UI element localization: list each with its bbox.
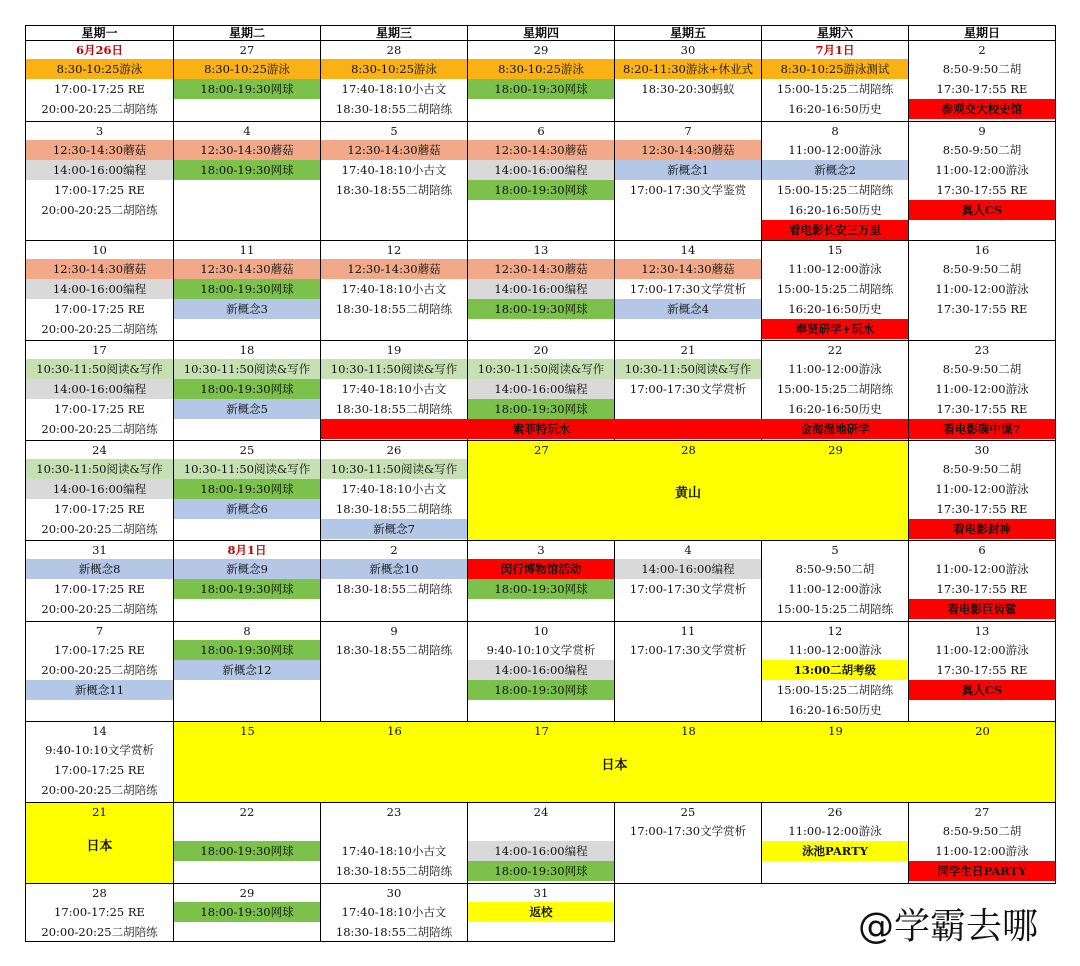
schedule-item: 新概念7 <box>321 519 467 539</box>
schedule-item: 17:30-17:55 RE <box>936 183 1028 197</box>
schedule-item: 18:30-18:55二胡陪练 <box>335 502 453 516</box>
schedule-item: 20:00-20:25二胡陪练 <box>41 322 158 336</box>
schedule-item: 17:00-17:25 RE <box>54 183 145 197</box>
schedule-item: 17:40-18:10小古文 <box>341 844 447 858</box>
schedule-item: 16:20-16:50历史 <box>788 102 882 116</box>
schedule-item: 10:30-11:50阅读&写作 <box>321 459 467 479</box>
schedule-item: 17:30-17:55 RE <box>936 82 1028 96</box>
schedule-item: 8:50-9:50二胡 <box>942 462 1022 476</box>
day-number: 13 <box>974 624 990 638</box>
day-number: 17 <box>92 343 107 357</box>
day-number: 31 <box>533 886 549 900</box>
schedule-item: 17:00-17:30文学赏析 <box>629 824 747 838</box>
schedule-item: 18:00-19:30网球 <box>174 479 320 499</box>
schedule-item: 18:30-18:55二胡陪练 <box>335 183 453 197</box>
day-number: 15 <box>240 724 255 738</box>
schedule-item: 14:00-16:00编程 <box>26 379 173 399</box>
special-event: 返校 <box>468 902 614 922</box>
day-number: 12 <box>386 243 402 257</box>
schedule-item: 18:30-18:55二胡陪练 <box>335 402 453 416</box>
schedule-item: 11:00-12:00游泳 <box>788 262 882 276</box>
schedule-item: 新概念9 <box>174 559 320 579</box>
day-number: 9 <box>978 124 986 138</box>
special-event: 真人CS <box>909 200 1055 220</box>
day-cell[interactable] <box>320 621 468 722</box>
schedule-item: 17:40-18:10小古文 <box>341 82 447 96</box>
schedule-item: 16:20-16:50历史 <box>788 703 882 717</box>
schedule-item: 14:00-16:00编程 <box>468 841 614 861</box>
schedule-item: 17:00-17:25 RE <box>54 82 145 96</box>
special-event: 金海湿地研学 <box>762 419 908 439</box>
special-event: 泳池PARTY <box>762 841 908 861</box>
schedule-item <box>468 821 614 841</box>
day-number: 8月1日 <box>227 543 267 557</box>
event-label: 黄山 <box>674 486 701 501</box>
schedule-item: 8:50-9:50二胡 <box>942 143 1022 157</box>
day-number: 11 <box>239 243 255 257</box>
day-number: 10 <box>533 624 549 638</box>
day-cell[interactable] <box>173 621 321 722</box>
day-cell[interactable] <box>320 240 468 341</box>
day-number: 12 <box>827 624 843 638</box>
multi-day-event-bar[interactable]: 索菲特玩水 <box>321 419 762 439</box>
day-cell[interactable] <box>761 40 909 122</box>
schedule-item: 18:00-19:30网球 <box>174 841 320 861</box>
day-number: 20 <box>533 343 549 357</box>
special-event: 看电影封神 <box>909 519 1055 539</box>
day-number: 7 <box>95 624 104 638</box>
day-cell[interactable] <box>25 540 174 622</box>
weekday-header: 星期五 <box>614 25 762 41</box>
schedule-item: 18:30-18:55二胡陪练 <box>335 925 453 939</box>
schedule-item: 11:00-12:00游泳 <box>788 824 882 838</box>
day-cell[interactable] <box>25 721 174 803</box>
day-cell[interactable] <box>25 802 174 884</box>
day-cell[interactable] <box>173 802 321 884</box>
schedule-item: 18:00-19:30网球 <box>174 640 320 660</box>
day-cell[interactable] <box>908 440 1056 541</box>
special-event: 13:00二胡考级 <box>762 660 908 680</box>
schedule-item: 15:00-15:25二胡陪练 <box>776 602 894 616</box>
day-cell[interactable] <box>614 40 762 122</box>
schedule-item: 18:00-19:30网球 <box>174 902 320 922</box>
day-cell[interactable] <box>614 240 762 341</box>
schedule-item: 17:00-17:25 RE <box>54 302 145 316</box>
day-cell[interactable] <box>614 121 762 241</box>
day-cell[interactable] <box>173 240 321 341</box>
schedule-item: 20:00-20:25二胡陪练 <box>41 925 158 939</box>
schedule-item: 新概念5 <box>174 399 320 419</box>
schedule-item: 17:30-17:55 RE <box>936 402 1028 416</box>
schedule-item: 17:30-17:55 RE <box>936 582 1028 596</box>
schedule-item: 11:00-12:00游泳 <box>935 382 1029 396</box>
schedule-item: 20:00-20:25二胡陪练 <box>41 783 158 797</box>
day-number: 13 <box>533 243 549 257</box>
schedule-item: 18:30-18:55二胡陪练 <box>335 582 453 596</box>
day-number: 8 <box>243 624 251 638</box>
schedule-item: 11:00-12:00游泳 <box>788 362 882 376</box>
day-number: 10 <box>92 243 107 257</box>
schedule-item: 11:00-12:00游泳 <box>788 643 882 657</box>
day-number: 24 <box>92 443 107 457</box>
schedule-item: 17:30-17:55 RE <box>936 302 1028 316</box>
schedule-item: 20:00-20:25二胡陪练 <box>41 102 158 116</box>
schedule-item: 10:30-11:50阅读&写作 <box>321 359 467 379</box>
special-event: 看电影长安三万里 <box>762 220 908 240</box>
special-event: 同学生日PARTY <box>909 861 1055 881</box>
schedule-item: 17:00-17:25 RE <box>54 402 145 416</box>
day-cell[interactable] <box>761 540 909 622</box>
schedule-item: 18:30-18:55二胡陪练 <box>335 864 453 878</box>
schedule-item: 12:30-14:30蘑菇 <box>468 259 614 279</box>
day-number: 29 <box>533 43 549 57</box>
day-cell[interactable] <box>761 621 909 722</box>
schedule-item: 新概念10 <box>321 559 467 579</box>
day-number: 4 <box>243 124 251 138</box>
day-number: 15 <box>827 243 843 257</box>
day-cell[interactable] <box>761 240 909 341</box>
schedule-item: 18:00-19:30网球 <box>468 180 614 200</box>
schedule-item: 8:30-10:25游泳测试 <box>762 59 908 79</box>
day-cell[interactable] <box>173 540 321 622</box>
day-number: 29 <box>239 886 255 900</box>
schedule-item: 20:00-20:25二胡陪练 <box>41 203 158 217</box>
day-number: 6 <box>978 543 986 557</box>
day-number: 22 <box>827 343 843 357</box>
schedule-item: 18:00-19:30网球 <box>174 579 320 599</box>
schedule-item: 12:30-14:30蘑菇 <box>174 259 320 279</box>
schedule-item: 8:50-9:50二胡 <box>942 824 1022 838</box>
day-cell[interactable] <box>25 240 174 341</box>
multi-day-event[interactable] <box>173 721 1056 803</box>
schedule-item: 12:30-14:30蘑菇 <box>321 140 467 160</box>
schedule-item: 18:00-19:30网球 <box>468 680 614 700</box>
day-cell[interactable] <box>908 340 1056 441</box>
schedule-item: 11:00-12:00游泳 <box>935 282 1029 296</box>
schedule-item <box>321 821 467 841</box>
day-cell[interactable] <box>467 40 615 122</box>
day-cell[interactable] <box>173 440 321 541</box>
schedule-item: 18:30-18:55二胡陪练 <box>335 643 453 657</box>
day-number: 31 <box>92 543 107 557</box>
schedule-item: 新概念4 <box>615 299 761 319</box>
schedule-item: 17:40-18:10小古文 <box>341 382 447 396</box>
day-number: 18 <box>239 343 255 357</box>
schedule-item: 18:00-19:30网球 <box>468 579 614 599</box>
day-cell[interactable] <box>908 802 1056 884</box>
schedule-item: 11:00-12:00游泳 <box>935 163 1029 177</box>
day-number: 29 <box>828 443 843 457</box>
day-cell[interactable] <box>25 40 174 122</box>
day-cell[interactable] <box>467 121 615 241</box>
schedule-item: 8:50-9:50二胡 <box>795 562 875 576</box>
day-cell[interactable] <box>761 121 909 241</box>
schedule-item: 17:00-17:25 RE <box>54 502 145 516</box>
day-number: 19 <box>386 343 402 357</box>
day-number: 2 <box>390 543 398 557</box>
schedule-item: 11:00-12:00游泳 <box>788 143 882 157</box>
schedule-item: 17:00-17:30文学赏析 <box>629 382 747 396</box>
event-label: 日本 <box>86 838 113 854</box>
day-number: 27 <box>974 805 990 819</box>
schedule-item: 12:30-14:30蘑菇 <box>26 259 173 279</box>
schedule-item: 18:00-19:30网球 <box>174 379 320 399</box>
schedule-item: 10:30-11:50阅读&写作 <box>174 459 320 479</box>
schedule-item: 17:30-17:55 RE <box>936 663 1028 677</box>
schedule-item: 17:00-17:30文学赏析 <box>629 643 747 657</box>
schedule-item: 18:30-18:55二胡陪练 <box>335 102 453 116</box>
schedule-item: 15:00-15:25二胡陪练 <box>776 382 894 396</box>
day-cell[interactable] <box>173 883 321 942</box>
schedule-item: 17:40-18:10小古文 <box>341 482 447 496</box>
day-number: 28 <box>681 443 696 457</box>
calendar <box>26 25 1056 939</box>
day-number: 30 <box>386 886 402 900</box>
schedule-item: 18:00-19:30网球 <box>174 160 320 180</box>
day-number: 7 <box>684 124 692 138</box>
schedule-item: 新概念11 <box>26 680 173 700</box>
day-number: 30 <box>974 443 990 457</box>
schedule-item: 9:40-10:10文学赏析 <box>45 743 154 757</box>
day-cell[interactable] <box>320 540 468 622</box>
schedule-item: 9:40-10:10文学赏析 <box>486 643 596 657</box>
schedule-item: 17:00-17:25 RE <box>54 905 145 919</box>
schedule-item: 10:30-11:50阅读&写作 <box>468 359 614 379</box>
day-number: 27 <box>239 43 255 57</box>
day-cell[interactable] <box>467 883 615 942</box>
day-number: 26 <box>386 443 402 457</box>
day-number: 28 <box>386 43 402 57</box>
schedule-item: 11:00-12:00游泳 <box>788 582 882 596</box>
day-number: 25 <box>680 805 696 819</box>
day-cell[interactable] <box>25 440 174 541</box>
schedule-item: 12:30-14:30蘑菇 <box>26 140 173 160</box>
day-number: 5 <box>831 543 839 557</box>
schedule-item: 20:00-20:25二胡陪练 <box>41 602 158 616</box>
weekday-header: 星期二 <box>173 25 321 41</box>
schedule-item: 8:50-9:50二胡 <box>942 62 1022 76</box>
day-number: 14 <box>680 243 696 257</box>
day-number: 23 <box>974 343 990 357</box>
schedule-item: 8:30-10:25游泳 <box>174 59 320 79</box>
schedule-item: 10:30-11:50阅读&写作 <box>26 459 173 479</box>
weekday-header: 星期四 <box>467 25 615 41</box>
day-number: 21 <box>92 805 107 819</box>
multi-day-event[interactable] <box>467 440 909 541</box>
schedule-item: 18:00-19:30网球 <box>174 79 320 99</box>
day-cell[interactable] <box>25 340 174 441</box>
schedule-item: 14:00-16:00编程 <box>468 660 614 680</box>
schedule-item: 15:00-15:25二胡陪练 <box>776 282 894 296</box>
schedule-item: 11:00-12:00游泳 <box>935 482 1029 496</box>
special-event: 看电影巨齿鲨 <box>909 599 1055 619</box>
day-cell[interactable] <box>908 40 1056 122</box>
day-cell[interactable] <box>320 121 468 241</box>
schedule-item: 新概念12 <box>174 660 320 680</box>
schedule-item: 10:30-11:50阅读&写作 <box>26 359 173 379</box>
schedule-item: 14:00-16:00编程 <box>468 279 614 299</box>
schedule-item: 15:00-15:25二胡陪练 <box>776 82 894 96</box>
day-cell[interactable] <box>467 540 615 622</box>
schedule-item: 18:00-19:30网球 <box>468 399 614 419</box>
schedule-item: 18:30-18:55二胡陪练 <box>335 302 453 316</box>
schedule-item <box>174 821 320 841</box>
day-number: 26 <box>827 805 843 819</box>
schedule-item: 新概念3 <box>174 299 320 319</box>
special-event: 参观交大校史馆 <box>909 99 1055 119</box>
day-cell[interactable] <box>173 40 321 122</box>
day-number: 23 <box>386 805 402 819</box>
schedule-item: 14:00-16:00编程 <box>26 479 173 499</box>
special-event: 奉贤研学+玩水 <box>762 319 908 339</box>
day-number: 28 <box>92 886 107 900</box>
day-number: 17 <box>534 724 549 738</box>
schedule-item: 17:40-18:10小古文 <box>341 905 447 919</box>
schedule-item: 新概念8 <box>26 559 173 579</box>
day-number: 21 <box>680 343 696 357</box>
schedule-item: 16:20-16:50历史 <box>788 402 882 416</box>
day-cell[interactable] <box>467 621 615 722</box>
special-event: 真人CS <box>909 680 1055 700</box>
day-cell[interactable] <box>320 802 468 884</box>
day-number: 22 <box>239 805 255 819</box>
schedule-item: 12:30-14:30蘑菇 <box>615 140 761 160</box>
schedule-item: 新概念6 <box>174 499 320 519</box>
schedule-item: 14:00-16:00编程 <box>615 559 761 579</box>
day-cell[interactable] <box>25 121 174 241</box>
schedule-item: 8:30-10:25游泳 <box>321 59 467 79</box>
day-number: 19 <box>828 724 843 738</box>
schedule-item: 15:00-15:25二胡陪练 <box>776 183 894 197</box>
schedule-item: 14:00-16:00编程 <box>26 279 173 299</box>
schedule-item: 15:00-15:25二胡陪练 <box>776 683 894 697</box>
schedule-item: 14:00-16:00编程 <box>26 160 173 180</box>
schedule-item: 新概念1 <box>615 160 761 180</box>
schedule-item: 17:40-18:10小古文 <box>341 163 447 177</box>
schedule-item: 10:30-11:50阅读&写作 <box>174 359 320 379</box>
schedule-item: 14:00-16:00编程 <box>468 379 614 399</box>
weekday-header: 星期三 <box>320 25 468 41</box>
schedule-item: 12:30-14:30蘑菇 <box>174 140 320 160</box>
day-number: 2 <box>978 43 986 57</box>
day-cell[interactable] <box>761 340 909 441</box>
schedule-item: 18:00-19:30网球 <box>468 861 614 881</box>
day-number: 8 <box>831 124 839 138</box>
schedule-item: 16:20-16:50历史 <box>788 203 882 217</box>
day-cell[interactable] <box>320 440 468 541</box>
day-number: 6月26日 <box>75 43 123 57</box>
day-cell[interactable] <box>614 802 762 884</box>
schedule-item: 8:30-10:25游泳 <box>26 59 173 79</box>
schedule-item: 18:00-19:30网球 <box>468 79 614 99</box>
day-number: 6 <box>537 124 545 138</box>
schedule-item: 17:00-17:25 RE <box>54 643 145 657</box>
day-number: 5 <box>390 124 398 138</box>
day-number: 27 <box>534 443 549 457</box>
schedule-item: 17:30-17:55 RE <box>936 502 1028 516</box>
day-number: 7月1日 <box>815 43 855 57</box>
day-number: 3 <box>537 543 545 557</box>
event-label: 日本 <box>601 757 628 773</box>
schedule-item: 17:00-17:30文学赏析 <box>629 282 747 296</box>
day-cell[interactable] <box>761 802 909 884</box>
day-number: 25 <box>239 443 255 457</box>
schedule-item: 10:30-11:50阅读&写作 <box>615 359 761 379</box>
day-cell[interactable] <box>320 883 468 942</box>
day-number: 3 <box>95 124 104 138</box>
weekday-header: 星期一 <box>25 25 174 41</box>
schedule-item: 17:40-18:10小古文 <box>341 282 447 296</box>
day-cell[interactable] <box>908 540 1056 622</box>
day-number: 24 <box>533 805 549 819</box>
day-cell[interactable] <box>320 40 468 122</box>
schedule-item: 12:30-14:30蘑菇 <box>468 140 614 160</box>
day-cell[interactable] <box>908 621 1056 722</box>
schedule-item: 11:00-12:00游泳 <box>935 844 1029 858</box>
special-event: 闵行博物馆活动 <box>468 559 614 579</box>
day-cell[interactable] <box>614 540 762 622</box>
day-number: 30 <box>680 43 696 57</box>
special-event: 看电影碟中谍7 <box>909 419 1055 439</box>
watermark: @学霸去哪 <box>858 906 1039 947</box>
schedule-item: 8:50-9:50二胡 <box>942 362 1022 376</box>
schedule-item: 20:00-20:25二胡陪练 <box>41 663 158 677</box>
schedule-item: 11:00-12:00游泳 <box>935 643 1029 657</box>
day-number: 14 <box>92 724 107 738</box>
schedule-item: 18:30-20:30蚂蚁 <box>641 82 735 96</box>
day-cell[interactable] <box>25 883 174 942</box>
day-cell[interactable] <box>25 621 174 722</box>
day-cell[interactable] <box>908 240 1056 341</box>
schedule-item: 17:00-17:25 RE <box>54 763 145 777</box>
day-cell[interactable] <box>908 121 1056 241</box>
day-cell[interactable] <box>467 802 615 884</box>
day-number: 9 <box>390 624 398 638</box>
day-number: 20 <box>975 724 990 738</box>
schedule-item: 18:00-19:30网球 <box>468 299 614 319</box>
weekday-header: 星期日 <box>908 25 1056 41</box>
schedule-item: 20:00-20:25二胡陪练 <box>41 422 158 436</box>
schedule-item: 新概念2 <box>762 160 908 180</box>
schedule-item: 14:00-16:00编程 <box>468 160 614 180</box>
weekday-header: 星期六 <box>761 25 909 41</box>
day-number: 4 <box>684 543 692 557</box>
day-cell[interactable] <box>173 121 321 241</box>
schedule-item: 17:00-17:30文学赏析 <box>629 582 747 596</box>
schedule-item: 8:30-10:25游泳 <box>468 59 614 79</box>
schedule-item: 20:00-20:25二胡陪练 <box>41 522 158 536</box>
day-cell[interactable] <box>467 240 615 341</box>
day-number: 16 <box>387 724 402 738</box>
schedule-item: 16:20-16:50历史 <box>788 302 882 316</box>
schedule-item: 17:00-17:25 RE <box>54 582 145 596</box>
schedule-item: 17:00-17:30文学鉴赏 <box>629 183 747 197</box>
schedule-item: 11:00-12:00游泳 <box>935 562 1029 576</box>
schedule-item: 8:50-9:50二胡 <box>942 262 1022 276</box>
day-number: 18 <box>681 724 696 738</box>
day-cell[interactable] <box>173 340 321 441</box>
schedule-item: 8:20-11:30游泳+休业式 <box>615 59 761 79</box>
day-number: 11 <box>680 624 696 638</box>
schedule-item: 12:30-14:30蘑菇 <box>615 259 761 279</box>
day-number: 16 <box>974 243 990 257</box>
schedule-item: 18:00-19:30网球 <box>174 279 320 299</box>
day-cell[interactable] <box>614 621 762 722</box>
schedule-item: 12:30-14:30蘑菇 <box>321 259 467 279</box>
